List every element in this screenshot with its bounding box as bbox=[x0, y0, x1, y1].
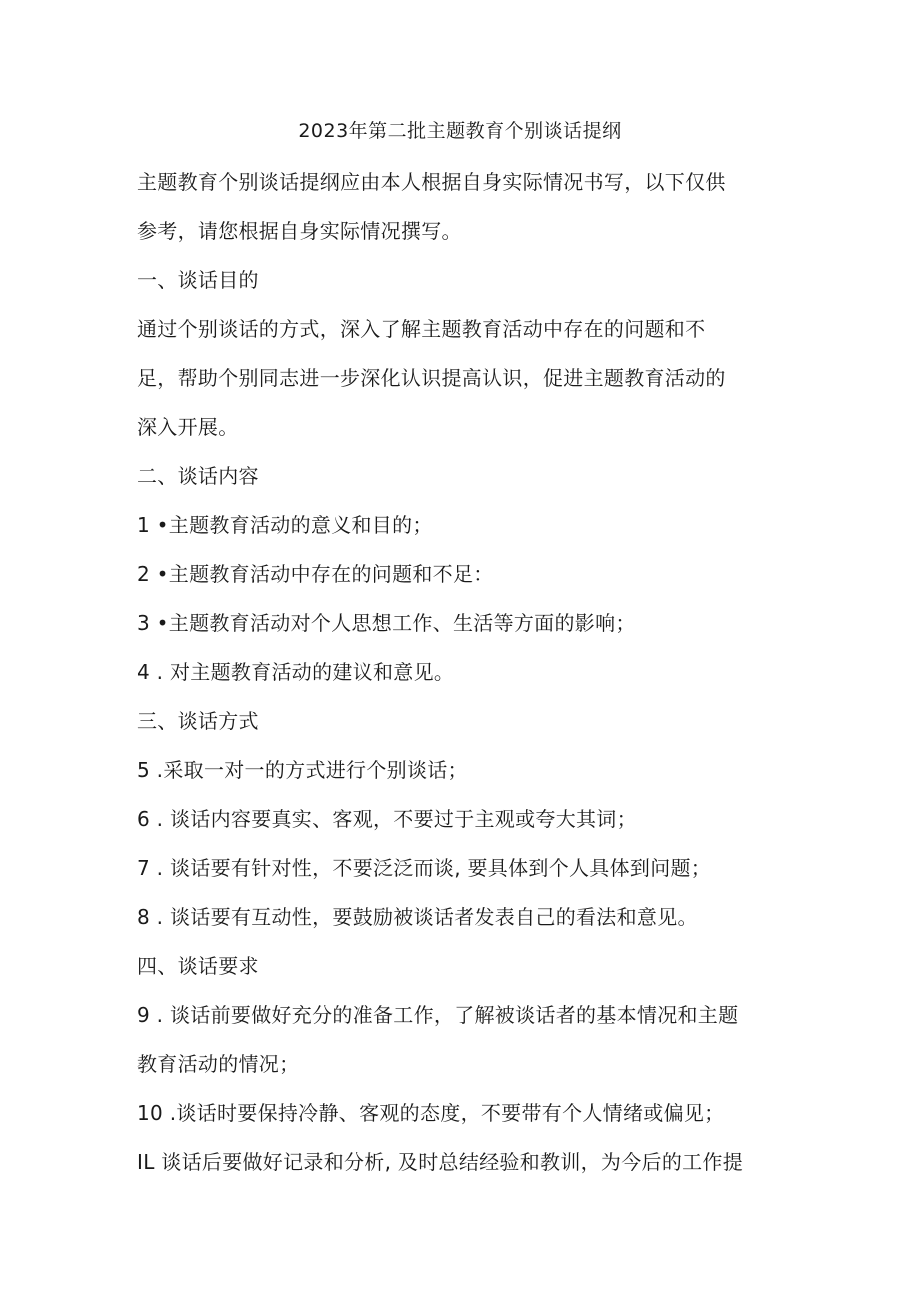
body-line: 参考，请您根据自身实际情况撰写。 bbox=[137, 219, 462, 243]
body-line: 足，帮助个别同志进一步深化认识提高认识，促进主题教育活动的 bbox=[137, 366, 726, 390]
list-item: 1 •主题教育活动的意义和目的； bbox=[137, 513, 433, 537]
list-item: 8 . 谈话要有互动性，要鼓励被谈话者发表自己的看法和意见。 bbox=[137, 905, 698, 929]
list-item: 4 . 对主题教育活动的建议和意见。 bbox=[137, 660, 455, 684]
section-heading-content: 二、谈话内容 bbox=[137, 464, 259, 488]
section-heading-method: 三、谈话方式 bbox=[137, 709, 259, 733]
body-line: 深入开展。 bbox=[137, 415, 239, 439]
list-item: 7 . 谈话要有针对性，不要泛泛而谈, 要具体到个人具体到问题； bbox=[137, 856, 712, 880]
list-item: 3 •主题教育活动对个人思想工作、生活等方面的影响； bbox=[137, 611, 636, 635]
list-item: 2 •主题教育活动中存在的问题和不足： bbox=[137, 562, 494, 586]
list-item: 10 .谈话时要保持冷静、客观的态度，不要带有个人情绪或偏见； bbox=[137, 1101, 725, 1125]
document-body bbox=[137, 158, 787, 1187]
list-item: IL 谈话后要做好记录和分析, 及时总结经验和教训，为今后的工作提 bbox=[137, 1150, 744, 1174]
list-item: 5 .采取一对一的方式进行个别谈话； bbox=[137, 758, 468, 782]
document-title: 2023年第二批主题教育个别谈话提纲 bbox=[298, 120, 622, 142]
section-heading-purpose: 一、谈话目的 bbox=[137, 268, 259, 292]
section-heading-requirements: 四、谈话要求 bbox=[137, 954, 259, 978]
list-item-continuation: 教育活动的情况； bbox=[137, 1052, 300, 1076]
body-line: 通过个别谈话的方式，深入了解主题教育活动中存在的问题和不 bbox=[137, 317, 706, 341]
list-item: 6 . 谈话内容要真实、客观，不要过于主观或夸大其词； bbox=[137, 807, 637, 831]
body-line: 主题教育个别谈话提纲应由本人根据自身实际情况书写，以下仅供 bbox=[137, 170, 726, 194]
list-item: 9 . 谈话前要做好充分的准备工作，了解被谈话者的基本情况和主题 bbox=[137, 1003, 739, 1027]
